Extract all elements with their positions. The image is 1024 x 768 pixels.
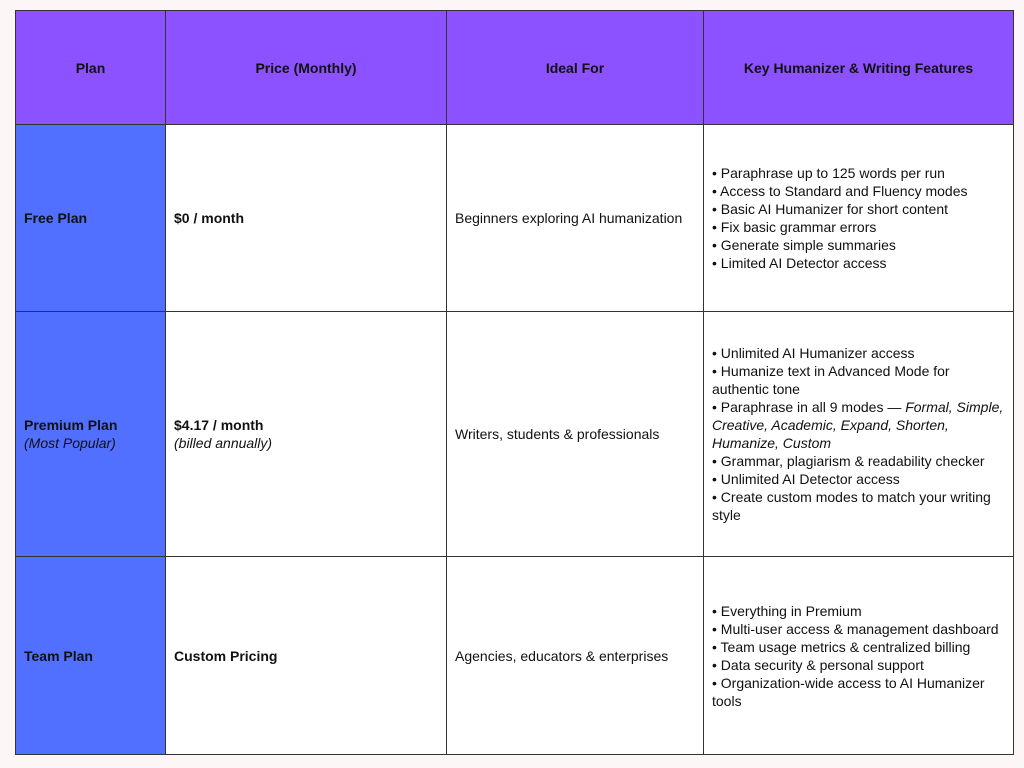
pricing-table [15,10,1014,755]
feature-item-text: • Paraphrase in all 9 modes — [712,399,906,415]
price-cell [166,557,447,755]
price-value: Custom Pricing [174,647,278,664]
feature-item: • Basic AI Humanizer for short content [712,201,949,217]
price-value: $4.17 / month [174,417,264,433]
features-cell [704,312,1014,557]
feature-item: • Team usage metrics & centralized billing [712,638,971,655]
feature-item: • Access to Standard and Fluency modes [712,183,968,199]
price-note: (billed annually) [174,435,273,451]
feature-item: • Generate simple summaries [712,237,896,253]
ideal-for-cell: Beginners exploring AI humanization [447,125,704,312]
feature-item: • Humanize text in Advanced Mode for authentic tone [712,363,950,397]
ideal-for-cell: Agencies, educators & enterprises [447,557,704,755]
table-row-free [16,125,1014,312]
feature-item: • Data security & personal support [712,656,924,673]
plan-cell [16,557,166,755]
header-features: Key Humanizer & Writing Features [704,11,1014,125]
table-row-team [16,557,1014,755]
price-cell [166,125,447,312]
feature-item: • Everything in Premium [712,602,862,619]
plan-cell [16,312,166,557]
price-value: $0 / month [174,210,245,226]
feature-item: • Grammar, plagiarism & readability checker [712,453,985,469]
feature-item: • Limited AI Detector access [712,255,887,271]
ideal-for-cell: Writers, students & professionals [447,312,704,557]
plan-badge-note: (Most Popular) [24,435,116,451]
table-header-row [16,11,1014,125]
header-price: Price (Monthly) [166,11,447,125]
plan-name: Premium Plan [24,417,118,433]
plan-name: Team Plan [24,647,93,664]
plan-cell [16,125,166,312]
feature-item: • Paraphrase up to 125 words per run [712,165,945,181]
pricing-table-container [15,10,1013,755]
header-plan: Plan [16,11,166,125]
features-cell [704,125,1014,312]
feature-item [712,398,1005,452]
price-cell [166,312,447,557]
feature-item: • Organization-wide access to AI Humanizer tools [712,674,985,709]
plan-name: Free Plan [24,210,88,226]
table-row-premium [16,312,1014,557]
feature-item: • Multi-user access & management dashboard [712,620,999,637]
header-ideal-for: Ideal For [447,11,704,125]
feature-item: • Create custom modes to match your writing style [712,489,991,523]
feature-item: • Unlimited AI Detector access [712,471,900,487]
feature-item: • Unlimited AI Humanizer access [712,345,915,361]
feature-item: • Fix basic grammar errors [712,219,877,235]
features-cell [704,557,1014,755]
feature-mode-list: Formal, Simple, Creative, Academic, Expand, Shorten, Humanize, Custom [712,399,1004,451]
